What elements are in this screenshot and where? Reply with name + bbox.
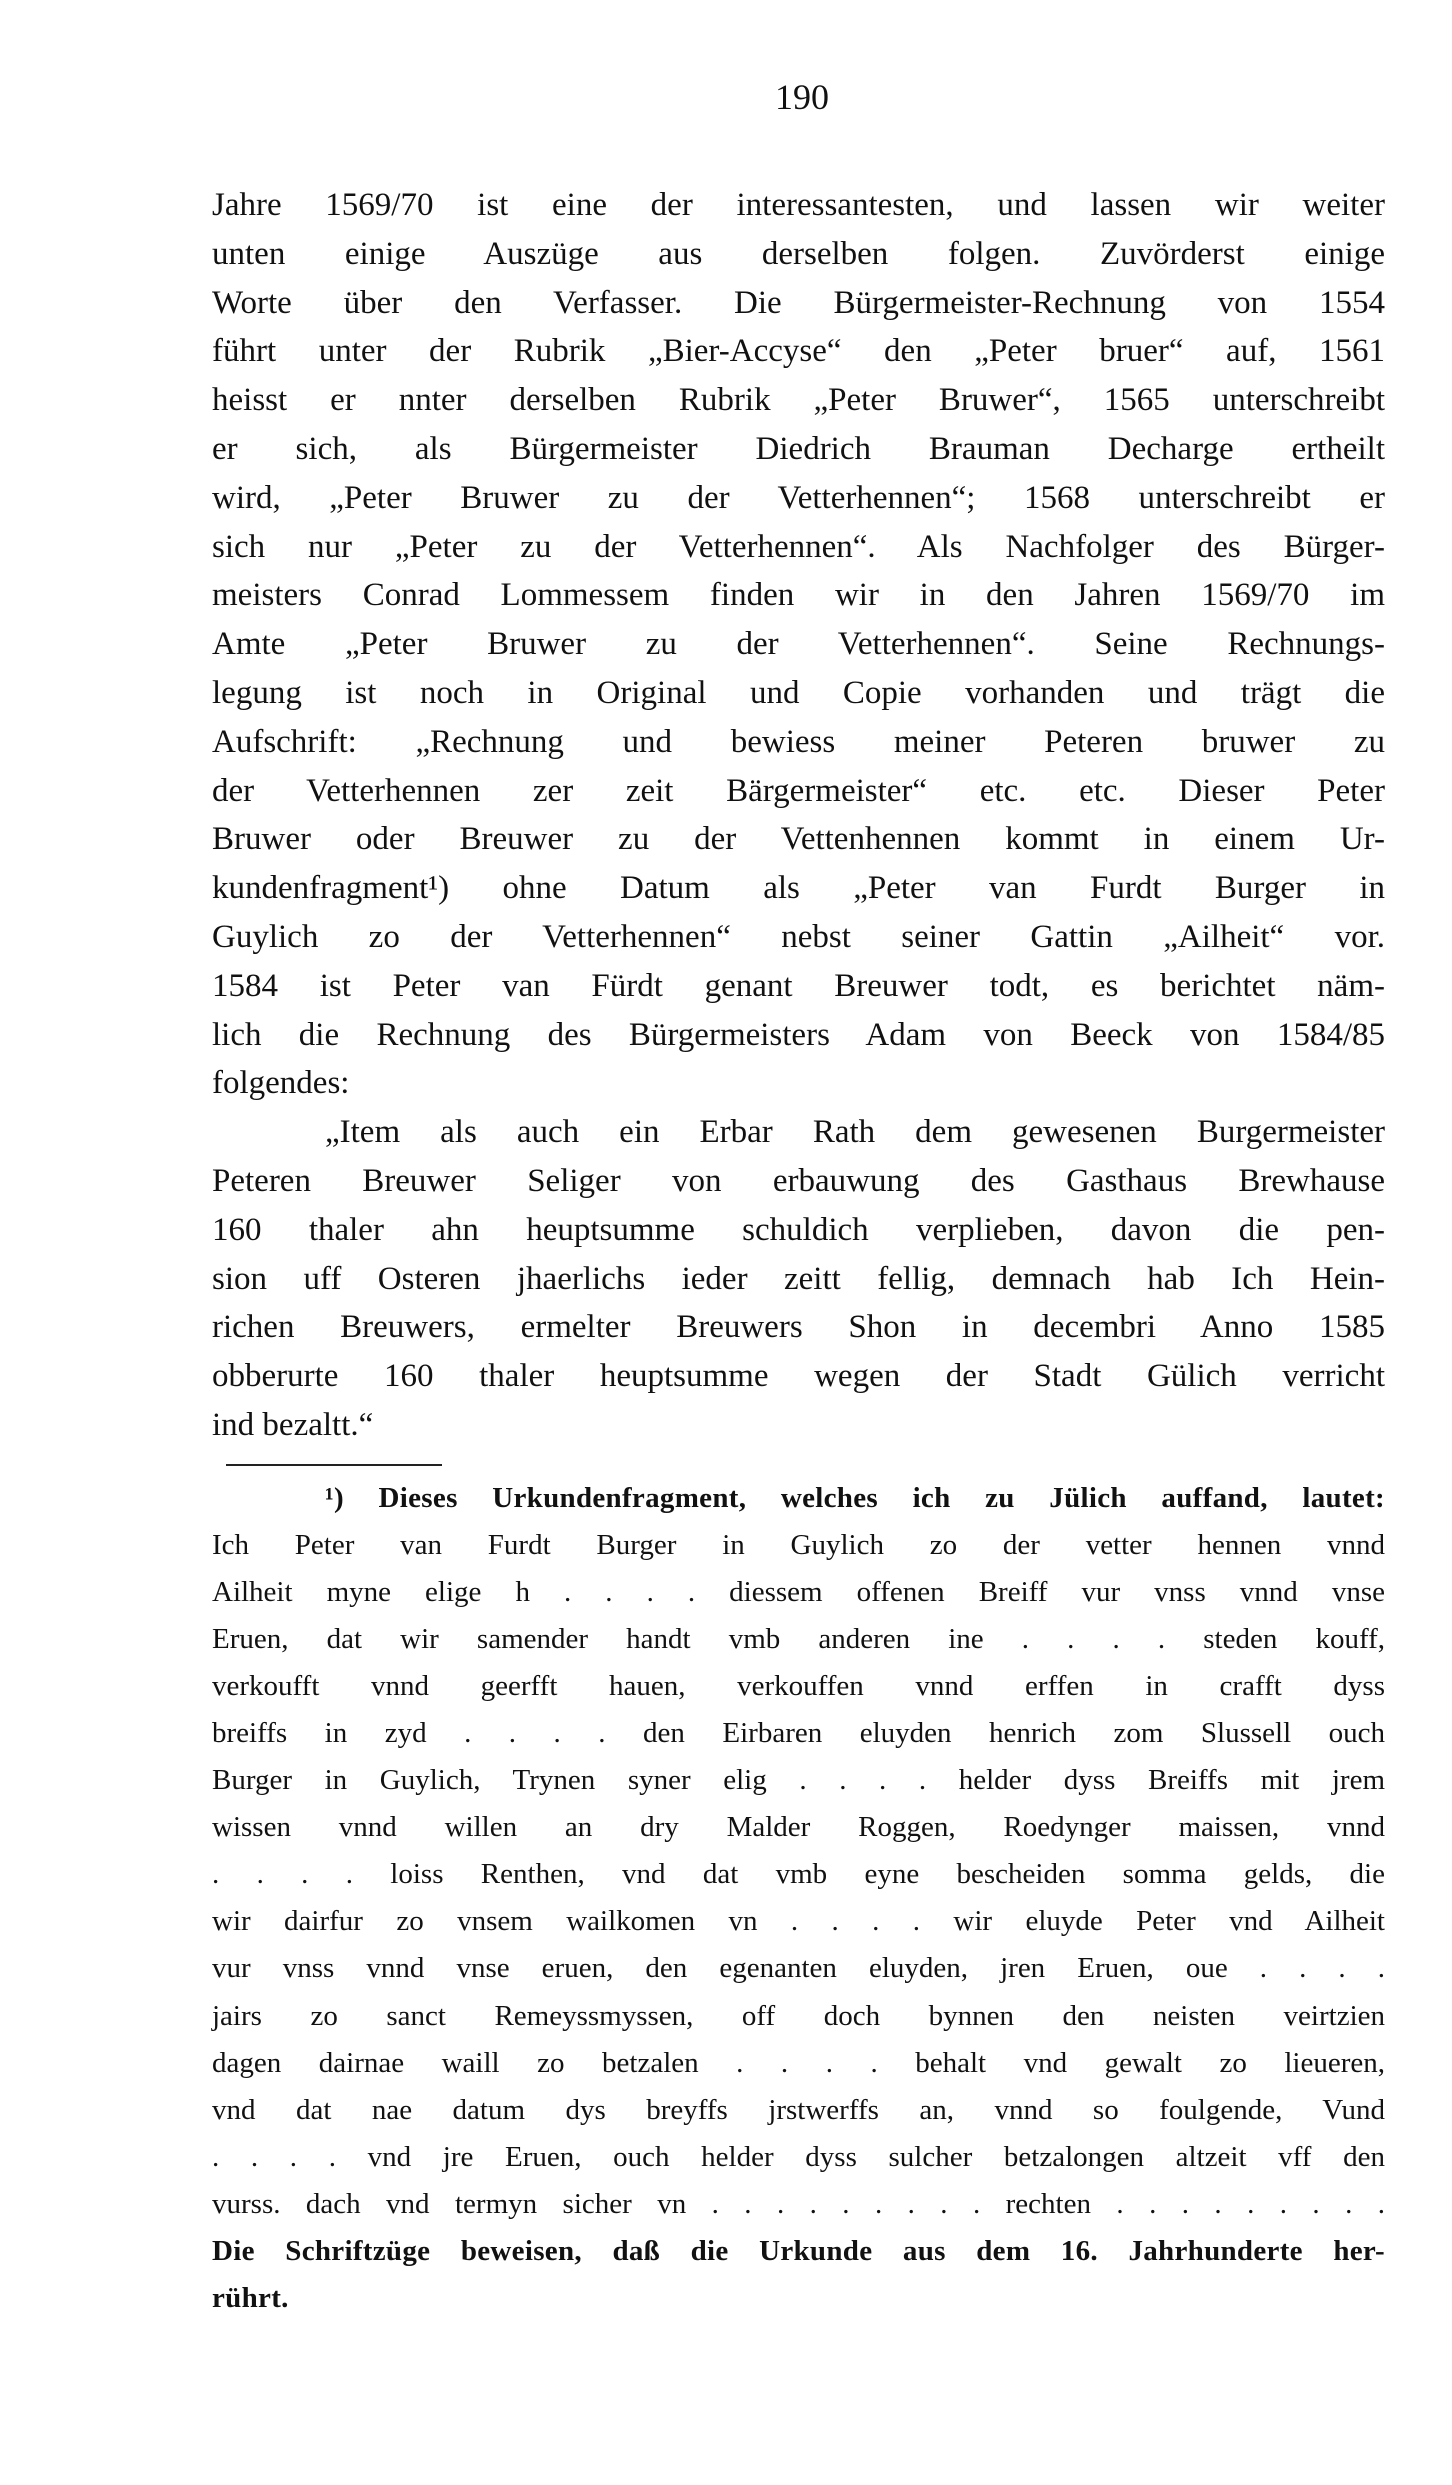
- footnote-separator: [226, 1464, 442, 1466]
- footnote-line: breiffs in zyd . . . . den Eirbaren eluyden henrich zom Slussell ouch: [212, 1717, 1385, 1750]
- text-line: führt unter der Rubrik „Bier-Accyse“ den „Peter bruer“ auf, 1561: [212, 333, 1385, 370]
- text-line: richen Breuwers, ermelter Breuwers Shon in decembri Anno 1585: [212, 1309, 1385, 1346]
- text-line: 1584 ist Peter van Fürdt genant Breuwer todt, es berichtet näm-: [212, 967, 1385, 1004]
- text-line: sich nur „Peter zu der Vetterhennen“. Als Nachfolger des Bürger-: [212, 528, 1385, 565]
- text-line: Aufschrift: „Rechnung und bewiess meiner Peteren bruwer zu: [212, 723, 1385, 760]
- text-line: Peteren Breuwer Seliger von erbauwung des Gasthaus Brewhause: [212, 1162, 1385, 1199]
- footnote-line: vur vnss vnnd vnse eruen, den egenanten eluyden, jren Eruen, oue . . . .: [212, 1952, 1385, 1985]
- footnote-line: Ailheit myne elige h . . . . diessem offenen Breiff vur vnss vnnd vnse: [212, 1576, 1385, 1609]
- text-line: er sich, als Bürgermeister Diedrich Brauman Decharge ertheilt: [212, 430, 1385, 467]
- footnote-line: Die Schriftzüge beweisen, daß die Urkunde aus dem 16. Jahrhunderte her-: [212, 2234, 1385, 2267]
- footnote-line: . . . . vnd jre Eruen, ouch helder dyss sulcher betzalongen altzeit vff den: [212, 2140, 1385, 2173]
- footnote: [212, 1475, 1385, 2322]
- text-line: Bruwer oder Breuwer zu der Vettenhennen kommt in einem Ur-: [212, 821, 1385, 858]
- text-line: Guylich zo der Vetterhennen“ nebst seiner Gattin „Ailheit“ vor.: [212, 918, 1385, 955]
- text-line: sion uff Osteren jhaerlichs ieder zeitt fellig, demnach hab Ich Hein-: [212, 1260, 1385, 1297]
- footnote-line: Burger in Guylich, Trynen syner elig . . . . helder dyss Breiffs mit jrem: [212, 1764, 1385, 1797]
- text-line: legung ist noch in Original und Copie vorhanden und trägt die: [212, 674, 1385, 711]
- text-line: ind bezaltt.“: [212, 1406, 374, 1443]
- text-line: 160 thaler ahn heuptsumme schuldich verplieben, davon die pen-: [212, 1211, 1385, 1248]
- footnote-line: Ich Peter van Furdt Burger in Guylich zo der vetter hennen vnnd: [212, 1529, 1385, 1562]
- footnote-line: wissen vnnd willen an dry Malder Roggen, Roedynger maissen, vnnd: [212, 1811, 1385, 1844]
- text-line: Worte über den Verfasser. Die Bürgermeister-Rechnung von 1554: [212, 284, 1385, 321]
- text-line: obberurte 160 thaler heuptsumme wegen der Stadt Gülich verricht: [212, 1358, 1385, 1395]
- footnote-line: rührt.: [212, 2281, 289, 2314]
- text-line: meisters Conrad Lommessem finden wir in den Jahren 1569/70 im: [212, 577, 1385, 614]
- footnote-line: . . . . loiss Renthen, vnd dat vmb eyne bescheiden somma gelds, die: [212, 1858, 1385, 1891]
- main-text-body: [212, 181, 1385, 1450]
- footnote-line: vurss. dach vnd termyn sicher vn . . . . . . . . . rechten . . . . . . . . .: [212, 2187, 1385, 2220]
- footnote-line: dagen dairnae waill zo betzalen . . . . behalt vnd gewalt zo lieueren,: [212, 2046, 1385, 2079]
- text-line: unten einige Auszüge aus derselben folgen. Zuvörderst einige: [212, 235, 1385, 272]
- text-line: „Item als auch ein Erbar Rath dem gewesenen Burgermeister: [325, 1114, 1385, 1151]
- footnote-line: Eruen, dat wir samender handt vmb anderen ine . . . . steden kouff,: [212, 1623, 1385, 1656]
- footnote-line: verkoufft vnnd geerfft hauen, verkouffen vnnd erffen in crafft dyss: [212, 1670, 1385, 1703]
- text-line: der Vetterhennen zer zeit Bärgermeister“ etc. etc. Dieser Peter: [212, 772, 1385, 809]
- text-line: heisst er nnter derselben Rubrik „Peter Bruwer“, 1565 unterschreibt: [212, 382, 1385, 419]
- text-line: wird, „Peter Bruwer zu der Vetterhennen“; 1568 unterschreibt er: [212, 479, 1385, 516]
- footnote-line: jairs zo sanct Remeyssmyssen, off doch bynnen den neisten veirtzien: [212, 1999, 1385, 2032]
- footnote-line: ¹) Dieses Urkundenfragment, welches ich zu Jülich auffand, lautet:: [325, 1482, 1385, 1514]
- footnote-line: vnd dat nae datum dys breyffs jrstwerffs an, vnnd so foulgende, Vund: [212, 2093, 1385, 2126]
- page-number: 190: [775, 77, 829, 117]
- text-line: Amte „Peter Bruwer zu der Vetterhennen“. Seine Rechnungs-: [212, 626, 1385, 663]
- text-line: lich die Rechnung des Bürgermeisters Adam von Beeck von 1584/85: [212, 1016, 1385, 1053]
- text-line: Jahre 1569/70 ist eine der interessantesten, und lassen wir weiter: [212, 187, 1385, 223]
- text-line: kundenfragment¹) ohne Datum als „Peter van Furdt Burger in: [212, 870, 1385, 907]
- text-line: folgendes:: [212, 1065, 350, 1102]
- footnote-line: wir dairfur zo vnsem wailkomen vn . . . . wir eluyde Peter vnd Ailheit: [212, 1905, 1385, 1938]
